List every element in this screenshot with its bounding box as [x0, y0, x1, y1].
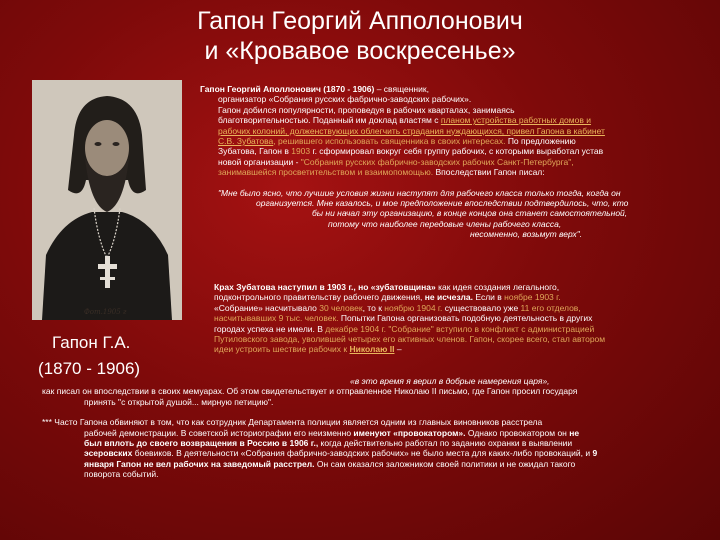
quote-line: несомненно, возьмут верх".	[470, 229, 583, 240]
tail-line: как писал он впоследствии в своих мемуарах. Об этом свидетельствует и отправленное Николаю II письмо, где Гапон просил государя	[42, 386, 578, 397]
slide-title	[0, 6, 720, 66]
caption-years: (1870 - 1906)	[38, 359, 141, 378]
bio-line: организатор «Собрания русских фабрично-заводских рабочих».	[218, 94, 472, 105]
zub-bold: не исчезла.	[424, 292, 474, 303]
tail-line: принять "с открытой душой... мирную петицию".	[84, 396, 274, 407]
assembly-purpose-highlight: занимавшейся просветительством и взаимопомощью.	[218, 167, 434, 178]
note-bold: 9	[592, 448, 598, 459]
note-bold: именуют «провокатором».	[353, 427, 466, 438]
zubatov-link[interactable]: С.В. Зубатова	[218, 136, 274, 147]
zub-highlight: Путиловского завода, уволившей четырех его активных членов. Гапон, скорее всего, стал автором	[214, 334, 606, 345]
bio-text: Зубатова, Гапон в	[218, 146, 292, 157]
biography-block	[200, 84, 688, 240]
zub-bold: Крах Зубатова наступил в 1903 г., но «зубатовщина»	[214, 282, 436, 292]
bio-heading: Гапон Георгий Аполлонович (1870 - 1906)	[200, 84, 375, 94]
note-bold: был вплоть до своего возвращения в Россию в 1906 г.,	[84, 438, 319, 449]
note-text: рабочей демонстрации. В советской историографии его неизменно	[84, 427, 354, 438]
bio-text: Впоследствии Гапон писал:	[433, 167, 545, 178]
bio-line: Гапон добился популярности, проповедуя в рабочих кварталах, занимаясь	[218, 104, 515, 115]
zub-highlight: идеи устроить шествие рабочих к	[214, 344, 350, 355]
zub-highlight: ноябрю 1904 г.	[384, 302, 443, 313]
zub-highlight: ноябре 1903 г.	[504, 292, 561, 303]
bio-text: благотворительностью. Поданный им доклад властям с	[218, 115, 441, 126]
zub-text: –	[394, 344, 402, 355]
tsar-quote: «в это время я верил в добрые намерения царя»,	[350, 376, 550, 386]
zub-highlight: 30 человек	[319, 302, 363, 313]
bio-highlight: , решившего использовать священника в своих интересах.	[273, 136, 506, 147]
gapon-quote	[200, 188, 688, 240]
zub-highlight: декабре 1904 г.	[325, 323, 386, 334]
note-bold: января Гапон не вел рабочих на заведомый расстрел.	[84, 458, 315, 469]
bio-text: новой организации -	[218, 156, 301, 167]
portrait-caption	[38, 330, 178, 382]
zub-text: существовало уже	[442, 302, 521, 313]
zubatov-block	[214, 282, 692, 355]
nicholas-ii-link[interactable]: Николаю II	[349, 344, 395, 355]
quote-line: потому что наиболее передовые члены рабочего класса,	[328, 218, 562, 229]
zub-highlight: "Собрание" вступило в конфликт с администрацией	[385, 323, 595, 334]
bio-heading-rest: – священник,	[374, 84, 429, 94]
portrait-illustration	[32, 80, 182, 320]
portrait-photo	[32, 80, 182, 320]
zub-text: , то к	[362, 302, 385, 313]
note-text: Он сам оказался заложником своей политики и не ожидал такого	[314, 458, 576, 469]
zub-text: городах успеха не имели. В	[214, 323, 326, 334]
zub-text: «Собрание» насчитывало	[214, 302, 320, 313]
zub-text: подконтрольного правительству рабочего движения,	[214, 292, 425, 303]
quote-line: "Мне было ясно, что лучшие условия жизни наступят для рабочего класса только тогда, когда он	[218, 187, 621, 198]
note-line: поворота событий.	[84, 469, 159, 480]
zub-highlight: насчитывавших 9 тыс. человек.	[214, 313, 339, 324]
bio-text: г. сформировал вокруг себя группу рабочих, с которыми выработал устав	[310, 146, 604, 157]
zub-highlight: 11 его отделов,	[520, 302, 581, 313]
workhouse-plan-link[interactable]: планом устройства работных домов и	[440, 115, 591, 126]
note-text: когда действительно работал по заданию охранки в выявлении	[318, 438, 573, 449]
note-line: *** Часто Гапона обвиняют в том, что как сотрудник Департамента полиции является одним из главных виновников расстрела	[42, 417, 543, 428]
year-1903-highlight: 1903	[291, 146, 311, 157]
zub-text: Если в	[473, 292, 505, 303]
zub-text: Попытки Гапона организовать подобную деятельность в других	[338, 313, 593, 324]
workhouse-plan-link-cont[interactable]: рабочих колоний, долженствующих облегчить страдания нуждающихся, привел Гапона в кабинет	[218, 125, 605, 136]
note-text: боевиков. В деятельности «Собрания фабрично-заводских рабочих» не было места для каких-либо провокаций, и	[132, 448, 593, 459]
title-line-2: и «Кровавое воскресенье»	[204, 37, 516, 65]
quote-line: бы ни начал эту организацию, в конце концов она станет самостоятельной,	[312, 208, 628, 219]
note-bold: не	[569, 427, 580, 438]
bio-text: По предложению	[505, 136, 576, 147]
assembly-name-highlight: "Собрания русских фабрично-заводских рабочих Санкт-Петербурга",	[300, 156, 574, 167]
photo-stamp: Фот.1905 г	[84, 308, 127, 316]
zub-text: как идея создания легального,	[435, 282, 560, 292]
note-bold: эсеровских	[84, 448, 133, 459]
title-line-1: Гапон Георгий Апполонович	[197, 7, 523, 35]
tail-block	[42, 376, 692, 480]
quote-line: организуется. Мне казалось, и мое предположение впоследствии подтвердилось, что, кто	[256, 198, 629, 209]
note-text: Однако провокатором он	[465, 427, 570, 438]
caption-name: Гапон Г.А.	[52, 333, 131, 352]
